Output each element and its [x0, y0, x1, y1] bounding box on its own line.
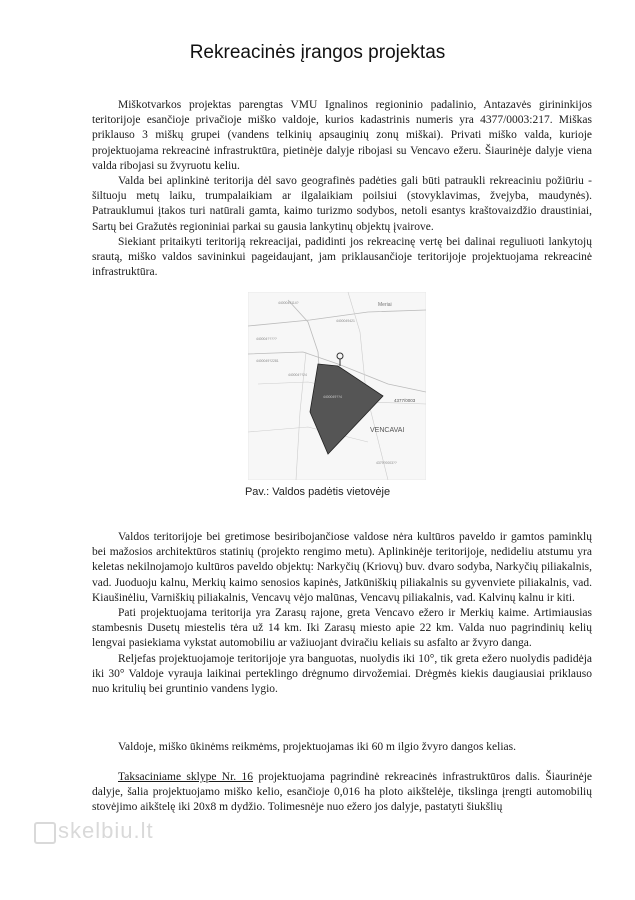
- map-label-lake: VENCAVAI: [370, 427, 405, 434]
- watermark: skelbiu.lt: [58, 818, 154, 843]
- map-label-parcel: 4400049??4: [323, 395, 342, 399]
- map-caption: Pav.: Valdos padėtis vietovėje: [244, 486, 391, 498]
- map-label-parcel: 440004?????: [256, 337, 277, 341]
- map-label-parcel: 4400049?2281: [256, 359, 279, 363]
- map-label-parcel: 4400049114?: [278, 301, 299, 305]
- map-label-parcel: 440004??24: [288, 373, 307, 377]
- intro-section: [92, 98, 592, 280]
- road-section: [92, 740, 592, 755]
- watermark-logo-icon: [34, 822, 56, 844]
- plot-number-label: Taksaciniame sklype Nr. 16: [118, 771, 254, 783]
- location-map: [248, 292, 426, 480]
- paragraph-plot-text: projektuojama pagrindinė rekreacinės infrastruktūros dalis. Šiaurinėje dalyje, šalia projektuojamo miško kelio, esančioje 0,016 ha ploto aikštelėje, tikslinga įrengti automobilių stovėjimo aikštelę iki 20x8 m dydžio. Tolimesnėje nuo ežero jos dalyje, pastatyti šiukšlių: [92, 771, 592, 814]
- heritage-section: [92, 530, 592, 697]
- page-title: Rekreacinės įrangos projektas: [189, 42, 446, 63]
- map-label-parcel: 4379?0003??: [376, 461, 397, 465]
- paragraph-intro-1: Miškotvarkos projektas parengtas VMU Ignalinos regioninio padalinio, Antazavės girininkijos teritorijoje esančioje privačioje miško valdoje, kurios kadastrinis numeris yra 4377/0003:217. Miškas priklauso 3 miškų grupei (vandens telkinių apsauginių zonų miškai). Privati miško valda, kurioje projektuojama rekreacinė infrastruktūra, pietinėje dalyje ribojasi su Vencavo ežeru. Šiaurinėje dalyje viena valda ribojasi su žvyruotu keliu.: [92, 99, 592, 172]
- paragraph-intro-3: Siekiant pritaikyti teritoriją rekreacijai, padidinti jos rekreacinę vertę bei dalinai reguliuoti lankytojų srautą, miško valdos savininkui pageidaujant, jam priklausančioje teritorijoje projektuojama rekreacinė infrastruktūra.: [92, 235, 592, 279]
- paragraph-road: Valdoje, miško ūkinėms reikmėms, projektuojamas iki 60 m ilgio žvyro dangos kelias.: [118, 741, 516, 753]
- map-label-cadastral: 4377/0003: [394, 398, 416, 403]
- map-label-parcel: 4400049421: [336, 319, 355, 323]
- paragraph-plot: [92, 770, 592, 816]
- paragraph-intro-2: Valda bei aplinkinė teritorija dėl savo geografinės padėties gali būti patraukli rekreaciniu požiūriu - šiltuoju metų laiku, trumpalaikiam ar ilgalaikiam poilsiui (stovyklavimas, žvejyba, maudynės). Patrauklumui įtakos turi natūrali gamta, kaimo turizmo sodybos, netoli esantys kraštovaizdžio draustiniai, Sartų bei Gražutės regioniniai parkai su gausia lankytinų objektų įvairove.: [92, 175, 592, 233]
- paragraph-relief: Reljefas projektuojamoje teritorijoje yra banguotas, nuolydis iki 10°, tik greta ežero nuolydis padidėja iki 30° Valdoje vyrauja laikinai perteklingo drėgnumo dirvožemiai. Drėgmės kiekis daugiausiai priklauso nuo kritulių bei gruntinio vandens lygio.: [92, 652, 592, 696]
- map-label-village: Meriai: [378, 302, 392, 308]
- paragraph-location: Pati projektuojama teritorija yra Zarasų rajone, greta Vencavo ežero ir Merkių kaime. Artimiausias stambesnis Dusetų miestelis tėra už 14 km. Iki Zarasų miesto apie 22 km. Valda nuo pagrindinių kelių lengvai pasiekiama vykstat automobiliu ar važiuojant dviračiu keliais su asfalto ar žvyro danga.: [92, 607, 592, 650]
- paragraph-heritage: Valdos teritorijoje bei gretimose besiribojančiose valdose nėra kultūros paveldo ir gamtos paminklų bei mažosios architektūros statinių (projekto rengimo metu). Aplinkinėje teritorijoje, nedideliu atstumu yra keletas nekilnojamojo kultūros paveldo objektų: Narkyčių (Kriovų) buv. dvaro sodyba, Narkyčių piliakalnis, vad. Juoduoju kalnu, Merkių kaimo senosios kapinės, Jatkūniškių piliakalnis su gyvenviete piliakalnis, vad. Kiaušinėliu, Varniškių piliakalnis, Vencavų vėjo malūnas, Vencavų piliakalnis, vad. Kalvinų kalnu ir kiti.: [92, 531, 592, 604]
- plot-section: [92, 770, 592, 816]
